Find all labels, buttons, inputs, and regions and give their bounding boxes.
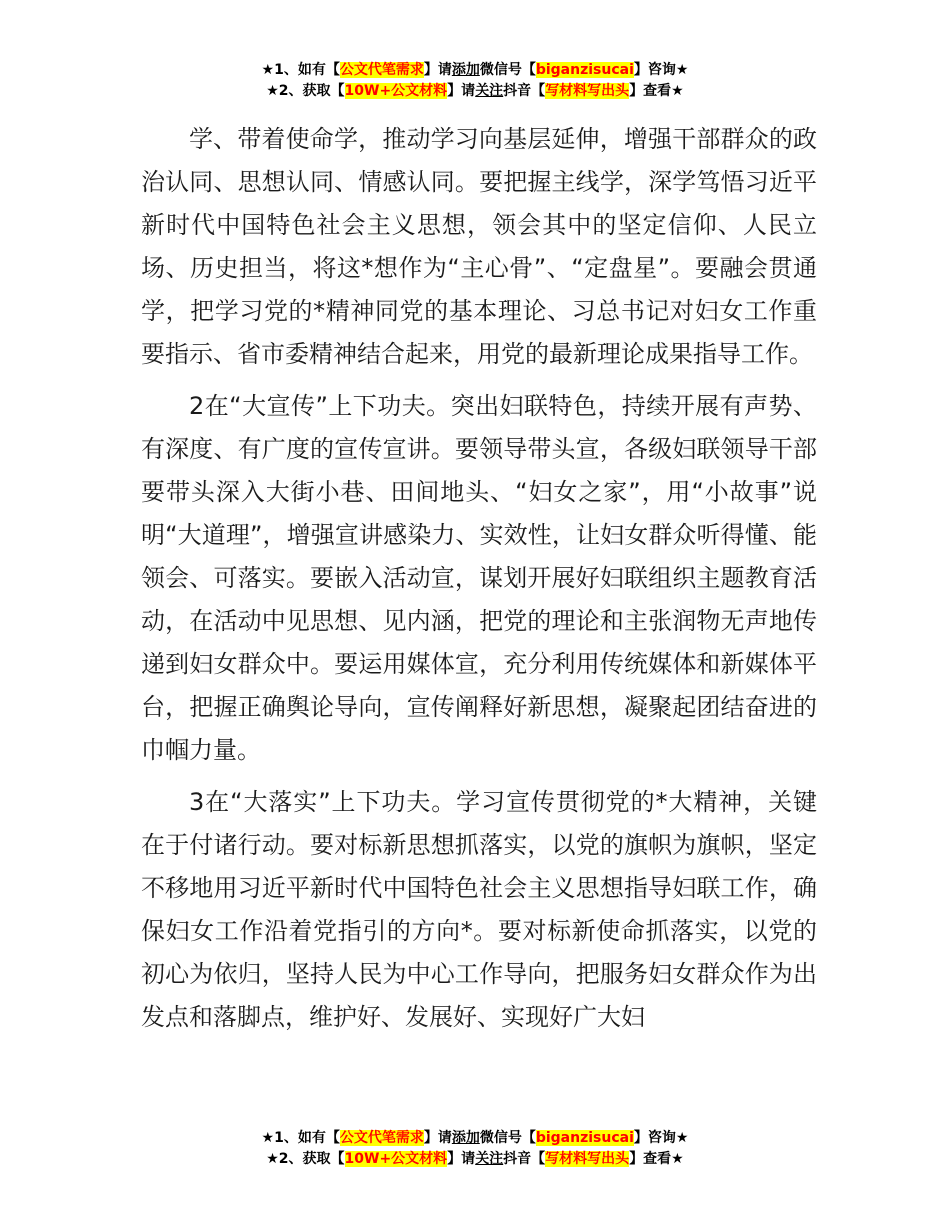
banner-highlight: biganzisucai (535, 1130, 634, 1146)
paragraph: 学、带着使命学，推动学习向基层延伸，增强干部群众的政治认同、思想认同、情感认同。要把握主线学，深学笃悟习近平新时代中国特色社会主义思想，领会其中的坚定信仰、人民立场、历史担当，将这*想作为“主心骨”、“定盘星”。要融会贯通学，把学习党的*精神同党的基本理论、习总书记对妇女工作重要指示、省市委精神结合起来，用党的最新理论成果指导工作。 (141, 125, 817, 368)
banner-line-2: ★2、获取【10W+公文材料】请关注抖音【写材料写出头】查看★ (266, 1151, 684, 1167)
paragraph: 2在“大宣传”上下功夫。突出妇联特色，持续开展有声势、有深度、有广度的宣传宣讲。要领导带头宣，各级妇联领导干部要带头深入大街小巷、田间地头、“妇女之家”，用“小故事”说明“大道理”，增强宣讲感染力、实效性，让妇女群众听得懂、能领会、可落实。要嵌入活动宣，谋划开展好妇联组织主题教育活动，在活动中见思想、见内涵，把党的理论和主张润物无声地传递到妇女群众中。要运用媒体宣，充分利用传统媒体和新媒体平台，把握正确舆论导向，宣传阐释好新思想，凝聚起团结奋进的巾帼力量。 (141, 392, 817, 764)
document-body (141, 118, 817, 1039)
banner-highlight: biganzisucai (535, 62, 634, 78)
banner-line-1: ★1、如有【公文代笔需求】请添加微信号【biganzisucai】咨询★ (261, 1130, 689, 1146)
banner-highlight: 写材料写出头 (545, 1151, 630, 1167)
header-banner (0, 60, 950, 102)
banner-highlight: 公文代笔需求 (339, 1130, 424, 1146)
banner-line-1: ★1、如有【公文代笔需求】请添加微信号【biganzisucai】咨询★ (261, 62, 689, 78)
banner-highlight: 10W+公文材料 (344, 1151, 448, 1167)
banner-highlight: 10W+公文材料 (344, 83, 448, 99)
paragraph: 3在“大落实”上下功夫。学习宣传贯彻党的*大精神，关键在于付诸行动。要对标新思想抓落实，以党的旗帜为旗帜，坚定不移地用习近平新时代中国特色社会主义思想指导妇联工作，确保妇女工作沿着党指引的方向*。要对标新使命抓落实，以党的初心为依归，坚持人民为中心工作导向，把服务妇女群众作为出发点和落脚点，维护好、发展好、实现好广大妇 (141, 788, 817, 1031)
banner-highlight: 公文代笔需求 (339, 62, 424, 78)
footer-banner (0, 1128, 950, 1170)
banner-line-2: ★2、获取【10W+公文材料】请关注抖音【写材料写出头】查看★ (266, 83, 684, 99)
banner-highlight: 写材料写出头 (545, 83, 630, 99)
